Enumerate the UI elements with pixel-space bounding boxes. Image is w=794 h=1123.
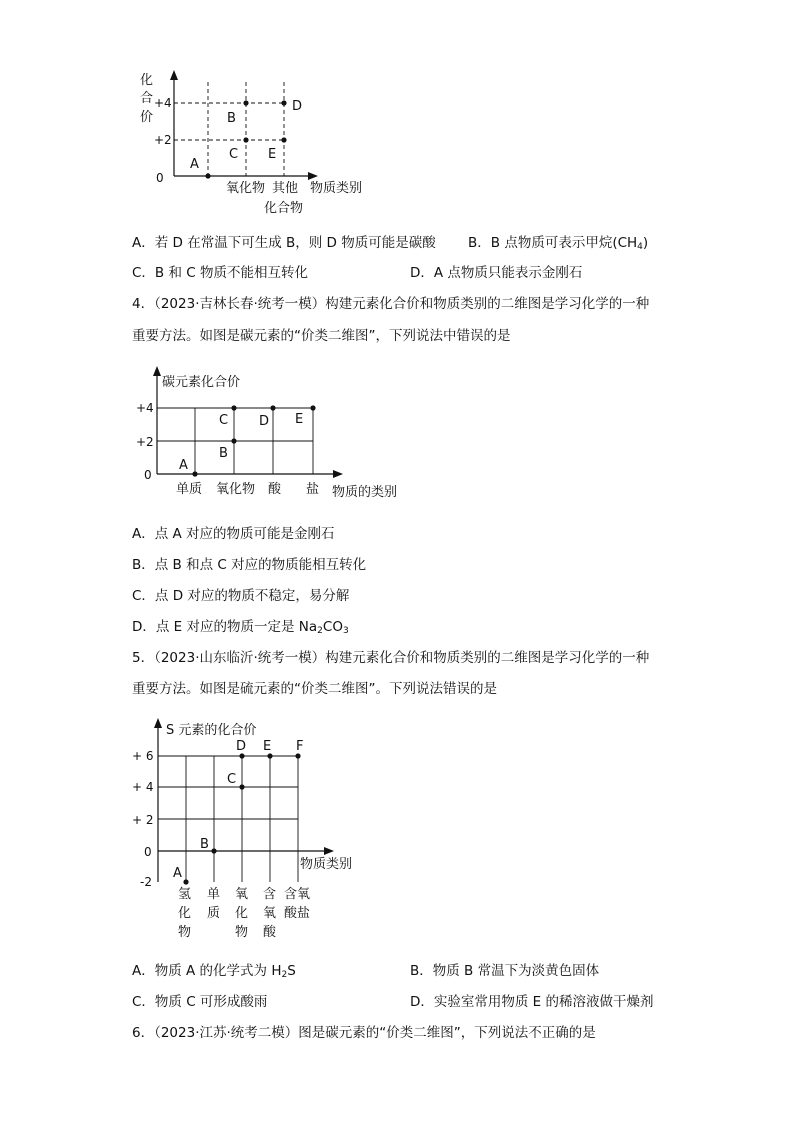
point-b (231, 438, 236, 443)
x-label: 氧化物 (216, 482, 256, 497)
point-d (239, 753, 244, 758)
y-tick: + 6 (132, 749, 154, 763)
q3-option-c: C．B 和 C 物质不能相互转化 (132, 265, 308, 281)
q3-option-a: A．若 D 在常温下可生成 B，则 D 物质可能是碳酸 (132, 235, 436, 251)
q3-option-d: D．A 点物质只能表示金刚石 (410, 265, 583, 281)
x-label: 单 (207, 887, 221, 902)
point-label: F (296, 739, 304, 754)
q4-stem-line1: 4．（2023·吉林长春·统考一模）构建元素化合价和物质类别的二维图是学习化学的一种 (132, 296, 650, 312)
point-a (183, 879, 188, 884)
chart-1 (120, 66, 380, 226)
x-label: 物质类别 (310, 181, 363, 196)
point-label: D (292, 99, 303, 114)
point-c (239, 784, 244, 789)
x-label: 含氧 (284, 887, 311, 902)
x-label: 氧 (235, 887, 249, 902)
point-c (243, 137, 248, 142)
point-label: E (295, 412, 304, 427)
q5-stem-line2: 重要方法。如图是硫元素的“价类二维图”。下列说法错误的是 (132, 681, 497, 697)
point-c (231, 405, 236, 410)
y-tick: +2 (154, 133, 172, 147)
point-label: D (236, 739, 247, 754)
point-label: E (268, 147, 277, 162)
point-e (310, 405, 315, 410)
point-e (281, 137, 286, 142)
x-label: 化合物 (264, 201, 304, 216)
q5-option-d: D．实验室常用物质 E 的稀溶液做干燥剂 (410, 994, 654, 1010)
q5-option-a: A．物质 A 的化学式为 $H_2S$ (132, 963, 296, 980)
point-label: C (229, 147, 239, 162)
x-label: 物 (235, 925, 249, 940)
q4-option-d: D．点 E 对应的物质一定是 $Na_2CO_3$ (132, 619, 349, 636)
point-d (281, 100, 286, 105)
x-label: 氧化物 (226, 181, 266, 196)
q5-option-b: B．物质 B 常温下为淡黄色固体 (410, 963, 600, 979)
point-b (243, 100, 248, 105)
y-axis-char: 化 (140, 73, 154, 88)
x-label: 其他 (272, 181, 299, 196)
point-label: A (173, 866, 182, 881)
q4-stem-line2: 重要方法。如图是碳元素的“价类二维图”，下列说法中错误的是 (132, 328, 511, 344)
x-label: 含 (263, 887, 277, 902)
point-label: E (263, 739, 272, 754)
x-label: 单质 (176, 482, 203, 497)
point-e (267, 753, 272, 758)
y-tick: 0 (144, 468, 152, 482)
y-axis-title: S 元素的化合价 (166, 723, 257, 738)
x-label: 酸盐 (284, 906, 311, 921)
y-tick: +4 (136, 401, 154, 415)
y-tick: + 2 (132, 813, 154, 827)
point-label: C (227, 772, 237, 787)
point-a (205, 173, 210, 178)
point-label: B (219, 446, 228, 461)
point-d (270, 405, 275, 410)
y-tick: +4 (154, 96, 172, 110)
q5-option-c: C．物质 C 可形成酸雨 (132, 994, 268, 1010)
y-axis-title: 碳元素化合价 (162, 375, 241, 390)
chart-3 (130, 718, 370, 948)
q4-option-a: A．点 A 对应的物质可能是金刚石 (132, 526, 335, 542)
q5-stem-line1: 5．（2023·山东临沂·统考一模）构建元素化合价和物质类别的二维图是学习化学的一种 (132, 650, 650, 666)
q6-stem-line1: 6．（2023·江苏·统考二模）图是碳元素的“价类二维图”，下列说法不正确的是 (132, 1025, 596, 1041)
x-label: 质 (207, 906, 221, 921)
y-axis-char: 合 (140, 91, 154, 106)
x-label: 盐 (306, 482, 320, 497)
point-label: A (190, 157, 199, 172)
x-axis-title: 物质类别 (300, 857, 353, 872)
point-f (295, 753, 300, 758)
y-tick: +2 (136, 435, 154, 449)
point-a (192, 471, 197, 476)
y-tick: + 4 (132, 780, 154, 794)
x-label: 氧 (263, 906, 277, 921)
point-label: B (227, 111, 236, 126)
x-label: 酸 (263, 925, 277, 940)
y-tick: 0 (144, 845, 152, 859)
point-b (211, 848, 216, 853)
q4-option-b: B．点 B 和点 C 对应的物质能相互转化 (132, 557, 367, 573)
point-label: A (179, 458, 188, 473)
x-label: 氢 (178, 887, 192, 902)
x-label: 物 (178, 925, 192, 940)
x-label: 酸 (268, 482, 282, 497)
point-label: B (200, 837, 209, 852)
point-label: D (259, 414, 270, 429)
y-tick: 0 (156, 171, 164, 185)
y-axis-char: 价 (140, 110, 154, 125)
x-axis-title: 物质的类别 (332, 485, 398, 500)
x-label: 化 (235, 906, 249, 921)
point-label: C (219, 413, 229, 428)
x-label: 化 (178, 906, 192, 921)
q3-option-b: B．B 点物质可表示甲烷$(CH_4)$ (468, 235, 649, 252)
q4-option-c: C．点 D 对应的物质不稳定，易分解 (132, 588, 350, 604)
y-tick: -2 (140, 875, 152, 889)
chart-2 (130, 366, 420, 506)
